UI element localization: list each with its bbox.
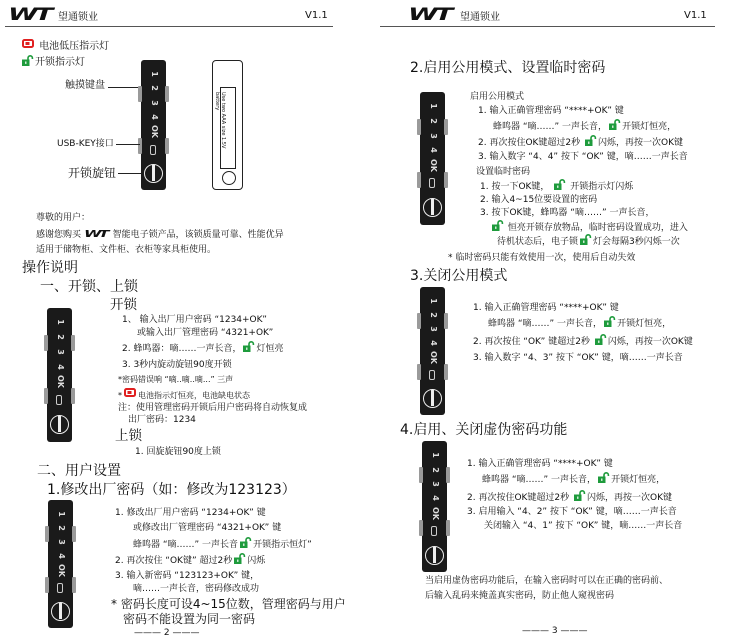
unlock-icon: [492, 222, 503, 230]
intro-line: 适用于储物柜、文件柜、衣柜等家具柜使用。: [36, 245, 217, 255]
keypad-key: 3: [149, 99, 159, 106]
usb-port: [57, 583, 63, 593]
subsection-title: 1.修改出厂密码（如：修改为123123）: [47, 482, 296, 498]
unlock-knob: [144, 164, 163, 183]
panel-clip: [444, 364, 448, 380]
callout-usb: USB-KEY接口: [57, 139, 114, 149]
step-text: 2. 蜂鸣器：嘀……一声长音， 灯恒亮: [122, 343, 283, 355]
page-number: ——— 2 ———: [134, 628, 200, 638]
usb-port: [431, 526, 437, 536]
keypad-key: 1: [428, 103, 438, 110]
keypad-key: 4: [428, 340, 438, 346]
page-number: ——— 3 ———: [522, 626, 588, 636]
step-text: 3. 3秒内旋动旋钮90度开锁: [122, 360, 232, 370]
panel-clip: [417, 313, 421, 329]
unlock-icon: [554, 181, 565, 189]
lock-diagram: [420, 92, 445, 225]
keypad-key: OK: [428, 158, 438, 172]
step-text: 1. 输入正确管理密码 “****+OK” 键: [478, 106, 624, 116]
step-text: 1、 输入出厂用户密码 “1234+OK”: [122, 315, 267, 325]
unlock-knob: [50, 415, 69, 434]
step-text: 1. 回旋旋钮90度上锁: [135, 447, 221, 457]
note-text: * 临时密码只能有效使用一次，使用后自动失效: [448, 253, 636, 263]
unlock-icon: [22, 57, 33, 65]
step-text: 待机状态后，电子锁 灯会每隔3秒闪烁一次: [497, 236, 680, 248]
panel-clip: [72, 577, 76, 593]
keypad-key: 2: [149, 85, 159, 92]
company-name: 望通锁业: [58, 12, 98, 23]
panel-clip: [444, 172, 448, 188]
note-text: * 电池指示灯恒亮，电池缺电状态: [118, 391, 250, 400]
keypad-key: OK: [56, 564, 66, 578]
note-text: 出厂密码：1234: [128, 415, 196, 425]
battery-icon: [22, 41, 34, 49]
panel-clip: [419, 520, 423, 536]
callout-knob: 开锁旋钮: [68, 166, 117, 180]
keypad-key: 1: [430, 452, 440, 458]
unlock-knob: [423, 389, 442, 408]
step-text: 蜂鸣器 “嘀……” 一声长音 开锁指示恒灯”: [133, 539, 312, 551]
note-text: 注：使用管理密码开锁后用户密码将自动恢复成: [118, 403, 308, 413]
step-text: 3. 按下OK键，蜂鸣器 “嘀……” 一声长音，: [480, 208, 655, 218]
greeting: 尊敬的用户：: [36, 213, 91, 223]
step-text: 1. 修改出厂用户密码 “1234+OK” 键: [115, 508, 266, 518]
unlock-icon: [595, 336, 606, 344]
callout-line: [108, 87, 138, 88]
step-text: 2. 再次按住 “OK” 键超过2秒 闪烁，再按一次OK键: [473, 336, 693, 348]
keypad-key: 2: [428, 312, 438, 318]
panel-clip: [44, 388, 48, 404]
unlock-icon: [240, 539, 251, 547]
panel-clip: [417, 172, 421, 188]
keypad-key: 1: [55, 319, 65, 326]
panel-clip: [444, 119, 448, 135]
subsection-title: 设置临时密码: [476, 167, 531, 177]
unlock-knob: [51, 602, 70, 621]
unlock-icon: [234, 555, 245, 563]
keypad-key: 4: [56, 553, 66, 559]
subsection-title: 上锁: [115, 428, 142, 444]
step-text: 3. 启用输入 “4、2” 按下 “OK” 键，嘀……一声长音: [467, 507, 677, 517]
step-text: 蜂鸣器 “嘀……” 一声长音， 开锁灯恒亮，: [482, 474, 665, 486]
unlock-icon: [585, 137, 596, 145]
panel-clip: [444, 313, 448, 329]
subsection-title: 开锁: [110, 297, 137, 313]
battery-icon: [124, 390, 136, 398]
keypad-key: OK: [149, 125, 159, 139]
unlock-knob: [423, 198, 442, 217]
keypad-key: 2: [55, 334, 65, 340]
step-text: 1. 按一下OK键， 开锁指示灯闪烁: [480, 181, 633, 193]
unlock-knob: [425, 546, 444, 565]
header-divider: [5, 26, 333, 27]
usb-port: [150, 145, 156, 155]
brand-logo: WT: [408, 5, 451, 25]
panel-clip: [165, 86, 169, 102]
company-name: 望通锁业: [460, 12, 500, 23]
keypad-key: 3: [56, 539, 66, 545]
section-title: 二、用户设置: [37, 463, 121, 479]
panel-clip: [417, 364, 421, 380]
note-text: * 密码长度可设4~15位数，管理密码与用户: [111, 597, 346, 611]
step-text: 3. 输入新密码 “123123+OK” 键，: [115, 571, 260, 581]
step-text: 2. 输入4~15位要设置的密码: [480, 195, 598, 205]
keypad-key: 3: [428, 326, 438, 332]
step-text: 2. 再次按住 “OK键” 超过2秒 闪烁: [115, 555, 265, 567]
step-text: 蜂鸣器 “嘀……” 一声长音， 开锁灯恒亮，: [493, 121, 676, 133]
usb-port: [56, 395, 62, 405]
panel-clip: [446, 467, 450, 483]
section-title: 2.启用公用模式、设置临时密码: [410, 60, 606, 76]
callout-keypad: 触摸键盘: [65, 80, 105, 91]
legend-battery: 电池低压指示灯: [20, 41, 109, 53]
keypad-key: 2: [428, 118, 438, 124]
subsection-title: 启用公用模式: [470, 92, 525, 102]
panel-clip: [138, 138, 142, 154]
step-text: 恒亮开锁存放物品，临时密码设置成功，进入: [490, 222, 688, 234]
panel-clip: [138, 86, 142, 102]
step-text: 蜂鸣器 “嘀……” 一声长音， 开锁灯恒亮，: [488, 318, 671, 330]
panel-clip: [446, 520, 450, 536]
description-text: 当启用虚伪密码功能后，在输入密码时可以在正确的密码前、: [425, 576, 669, 586]
panel-clip: [72, 526, 76, 542]
panel-clip: [71, 335, 75, 351]
lock-diagram: [420, 287, 445, 415]
lock-front-diagram: [141, 60, 166, 190]
header-divider: [380, 26, 715, 27]
keypad-key: 4: [149, 114, 159, 120]
step-text: 或修改出厂管理密码 “4321+OK” 键: [133, 523, 282, 533]
legend-unlock: 开锁指示灯: [20, 57, 85, 69]
panel-clip: [45, 577, 49, 593]
unlock-icon: [598, 474, 609, 482]
description-text: 后输入乱码来掩盖真实密码，防止他人窥视密码: [425, 591, 615, 601]
step-text: 关闭输入 “4、1” 按下 “OK” 键，嘀……一声长音: [484, 521, 683, 531]
keypad-key: 1: [56, 511, 66, 517]
keypad-key: OK: [55, 375, 65, 389]
step-text: 2. 再次按住OK键超过2秒 闪烁，再按一次OK键: [478, 137, 683, 149]
panel-clip: [45, 526, 49, 542]
usb-port: [429, 370, 435, 380]
step-text: 嘀……一声长音，密码修改成功: [133, 584, 260, 594]
step-text: 2. 再次按住OK键超过2秒 闪烁，再按一次OK键: [467, 492, 672, 504]
keypad-key: 1: [149, 71, 159, 77]
version-label: V1.1: [305, 10, 328, 21]
panel-clip: [417, 119, 421, 135]
step-text: 或输入出厂管理密码 “4321+OK”: [137, 328, 274, 338]
step-text: 3. 输入数字 “4、3” 按下 “OK” 键，嘀……一声长音: [473, 353, 683, 363]
note-text: *密码错误响 “嘀..嘀..嘀...” 三声: [118, 375, 234, 384]
keypad-key: 3: [430, 481, 440, 487]
step-text: 1. 输入正确管理密码 “****+OK” 键: [473, 303, 619, 313]
lock-back-diagram: Use two AAA size 1.5V battery: [212, 60, 243, 190]
brand-logo: WT: [8, 5, 51, 25]
lock-diagram: [48, 500, 73, 628]
keypad-key: 2: [430, 466, 440, 473]
lock-diagram: [422, 441, 447, 572]
note-text: 密码不能设置为同一密码: [123, 612, 256, 626]
section-title: 一、开锁、上锁: [40, 279, 138, 295]
unlock-icon: [580, 236, 591, 244]
lock-diagram: [47, 308, 72, 442]
keypad-key: 1: [428, 298, 438, 304]
keypad-key: 3: [55, 349, 65, 355]
panel-clip: [71, 388, 75, 404]
step-text: 3. 输入数字 “4、4” 按下 “OK” 键，嘀……一声长音: [478, 152, 688, 162]
keypad-key: OK: [428, 351, 438, 365]
section-title: 4.启用、关闭虚伪密码功能: [400, 422, 568, 438]
step-text: 1. 输入正确管理密码 “****+OK” 键: [467, 459, 613, 469]
callout-line: [118, 173, 141, 174]
callout-line: [116, 144, 140, 145]
keypad-key: 2: [56, 525, 66, 531]
keypad-key: 4: [428, 147, 438, 153]
panel-clip: [419, 467, 423, 483]
unlock-icon: [243, 343, 254, 351]
section-title: 3.关闭公用模式: [410, 268, 508, 284]
panel-clip: [165, 138, 169, 154]
keypad-key: 3: [428, 132, 438, 139]
intro-line: 感谢您购买 WT 智能电子锁产品，该锁质量可靠、性能优异: [36, 229, 284, 240]
keypad-key: 4: [430, 495, 440, 502]
keypad-key: OK: [430, 506, 440, 520]
unlock-icon: [604, 318, 615, 326]
panel-clip: [44, 335, 48, 351]
unlock-icon: [609, 121, 620, 129]
keypad-key: 4: [55, 363, 65, 370]
unlock-icon: [574, 492, 585, 500]
section-title: 操作说明: [22, 260, 78, 276]
version-label: V1.1: [684, 10, 707, 21]
usb-port: [429, 178, 435, 188]
